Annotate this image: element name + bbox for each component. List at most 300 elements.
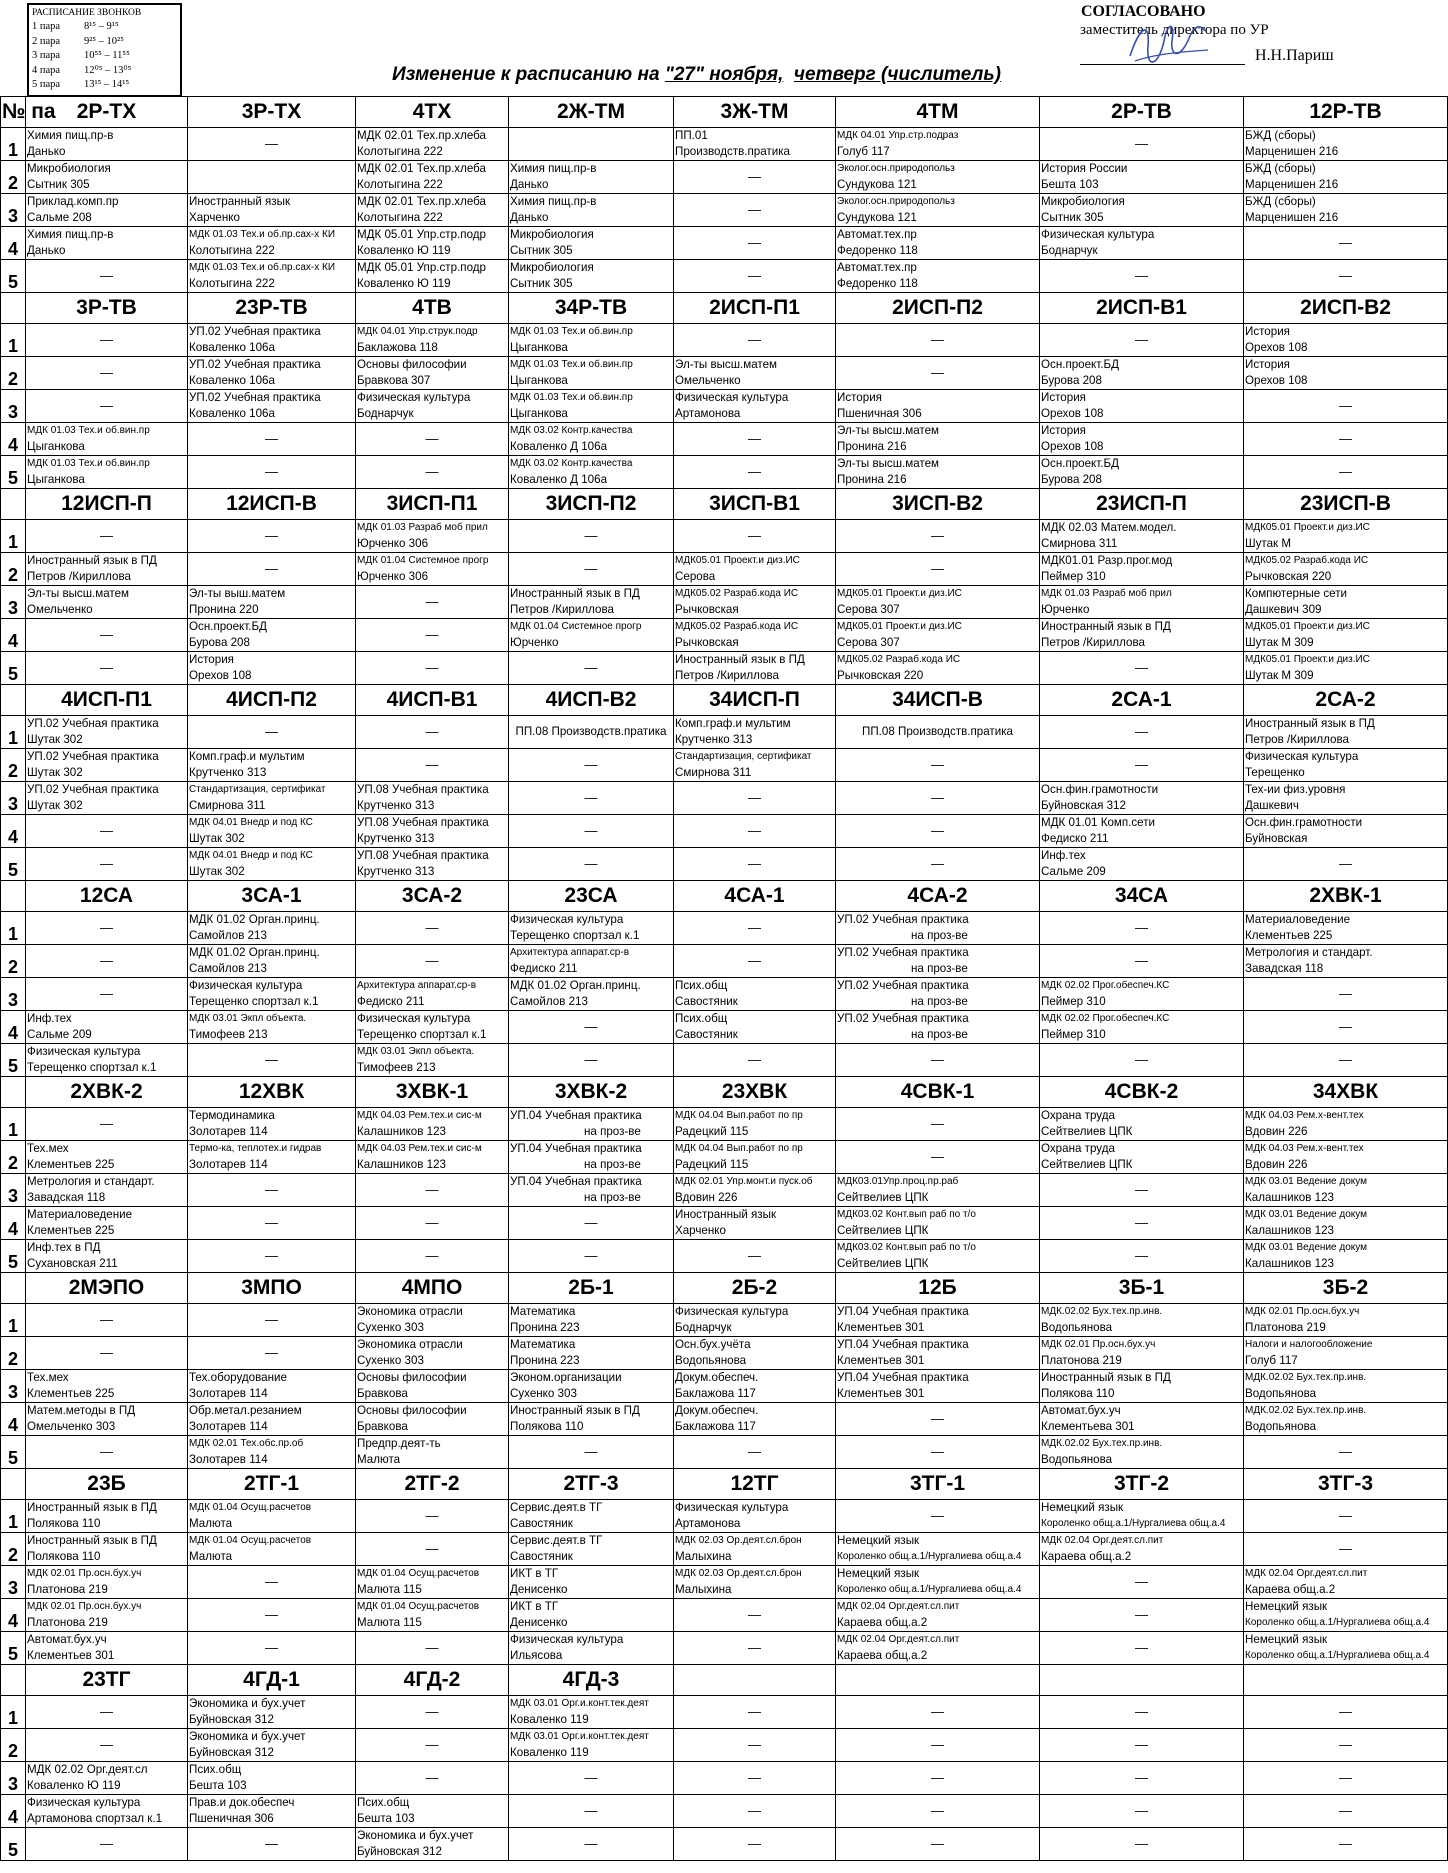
- schedule-cell: [1244, 357, 1448, 390]
- teacher-room: Буйновская 312: [1041, 799, 1126, 812]
- cell-text: —: [748, 1248, 761, 1263]
- subject-name: УП.04 Учебная практика: [837, 1371, 969, 1384]
- teacher-room: на проз-ве: [911, 1028, 968, 1041]
- teacher-room: Терещенко спортзал к.1: [189, 995, 319, 1008]
- schedule-cell: [1244, 1795, 1448, 1828]
- cell-text: —: [425, 920, 439, 935]
- schedule-cell: [674, 1011, 836, 1044]
- lesson-number-header: [1, 1273, 26, 1304]
- teacher-room: Вдовин 226: [675, 1191, 738, 1204]
- schedule-cell: [674, 1207, 836, 1240]
- group-name: 2ТГ-2: [356, 1469, 509, 1500]
- schedule-cell: [26, 194, 188, 227]
- lesson-number: 3: [1, 1370, 26, 1403]
- teacher-room: Крутченко 313: [357, 832, 435, 845]
- schedule-cell: [509, 194, 674, 227]
- subject-name: Докум.обеспеч.: [675, 1404, 759, 1417]
- schedule-cell: [26, 260, 188, 293]
- subject-name: МДК 03.01 Орг.и.конт.тек.деят: [510, 1698, 649, 1709]
- subject-name: Химия пищ.пр-в: [27, 228, 114, 241]
- teacher-room: Баклажова 118: [357, 341, 438, 354]
- schedule-cell: [1040, 324, 1244, 357]
- schedule-cell: [1040, 1240, 1244, 1273]
- schedule-cell: [509, 520, 674, 553]
- schedule-cell: [509, 1141, 674, 1174]
- cell-text: —: [748, 202, 761, 217]
- teacher-room: Коваленко Ю 119: [27, 1779, 121, 1792]
- teacher-room: Пеймер 310: [1041, 1028, 1106, 1041]
- lesson-number: 4: [1, 423, 26, 456]
- teacher-room: Золотарев 114: [189, 1158, 268, 1171]
- teacher-room: Радецкий 115: [675, 1125, 749, 1138]
- schedule-cell: [674, 1403, 836, 1436]
- lesson-number: 1: [1, 324, 26, 357]
- cell-text: —: [1339, 464, 1352, 479]
- schedule-cell: [674, 1696, 836, 1729]
- cell-text: —: [1339, 235, 1352, 250]
- teacher-room: Шутак 302: [27, 733, 83, 746]
- lesson-number: 5: [1, 260, 26, 293]
- schedule-cell: [26, 716, 188, 749]
- subject-name: МДК 01.03 Тех.и об.пр.сах-х КИ: [189, 229, 336, 240]
- schedule-cell: [509, 716, 674, 749]
- teacher-room: Петров /Кириллова: [510, 603, 614, 616]
- schedule-cell: [836, 1729, 1040, 1762]
- lesson-number: 4: [1, 1011, 26, 1044]
- teacher-room: Сытник 305: [1041, 211, 1104, 224]
- teacher-room: Сухенко 303: [357, 1321, 424, 1334]
- cell-text: —: [425, 1737, 439, 1752]
- teacher-room: Пронина 220: [189, 603, 259, 616]
- group-name: 2ХВК-1: [1244, 881, 1448, 912]
- group-name: 23ТГ: [26, 1665, 188, 1696]
- schedule-cell: [1040, 423, 1244, 456]
- cell-text: —: [748, 332, 761, 347]
- subject-name: МДК05.02 Разраб.кода ИС: [837, 654, 961, 665]
- schedule-cell: [188, 357, 356, 390]
- cell-text: —: [931, 332, 944, 347]
- schedule-cell: [356, 782, 509, 815]
- teacher-room: Шутак М 309: [1245, 636, 1314, 649]
- teacher-room: Смирнова 311: [675, 766, 752, 779]
- schedule-cell: [26, 1370, 188, 1403]
- teacher-room: Терещенко спортзал к.1: [357, 1028, 487, 1041]
- teacher-room: Сейтвелиев ЦПК: [1041, 1158, 1133, 1171]
- teacher-room: Бравкова: [357, 1387, 408, 1400]
- lesson-number: 4: [1, 1599, 26, 1632]
- lesson-row: [1, 423, 1448, 456]
- lesson-row: [1, 1207, 1448, 1240]
- schedule-cell: [1040, 227, 1244, 260]
- cell-text: —: [265, 1312, 278, 1327]
- lesson-number: 3: [1, 390, 26, 423]
- teacher-room: Короленко общ.а.1/Нургалиева общ.а.4: [837, 1584, 1022, 1595]
- schedule-cell: [509, 1240, 674, 1273]
- cell-text: —: [1339, 398, 1352, 413]
- schedule-cell: [188, 1207, 356, 1240]
- schedule-cell: [1040, 357, 1244, 390]
- teacher-room: Малюта 115: [357, 1583, 422, 1596]
- schedule-cell: [356, 586, 509, 619]
- schedule-cell: [674, 1795, 836, 1828]
- teacher-room: Терещенко: [1245, 766, 1305, 779]
- cell-text: —: [265, 724, 278, 739]
- schedule-cell: [356, 1500, 509, 1533]
- subject-name: МДК 01.03 Тех.и об.вин.пр: [510, 326, 633, 337]
- schedule-cell: [674, 652, 836, 685]
- cell-text: —: [1135, 136, 1148, 151]
- subject-name: Осн.проект.БД: [189, 620, 267, 633]
- group-name: 2ИСП-П1: [674, 293, 836, 324]
- lesson-number-header: [1, 1077, 26, 1108]
- schedule-cell: [1244, 782, 1448, 815]
- cell-text: —: [584, 790, 598, 805]
- lesson-number: 4: [1, 1403, 26, 1436]
- cell-text: —: [748, 790, 761, 805]
- cell-text: —: [748, 235, 761, 250]
- teacher-room: Караева общ.а.2: [1245, 1583, 1336, 1596]
- teacher-room: Коваленко 119: [510, 1746, 589, 1759]
- teacher-room: Караева общ.а.2: [1041, 1550, 1132, 1563]
- cell-text: —: [265, 1836, 278, 1851]
- teacher-room: Харченко: [189, 211, 240, 224]
- lesson-number: 5: [1, 1240, 26, 1273]
- subject-name: БЖД (сборы): [1245, 195, 1316, 208]
- teacher-room: Бурова 208: [189, 636, 250, 649]
- schedule-cell: [674, 848, 836, 881]
- lesson-row: [1, 194, 1448, 227]
- subject-name: МДК 02.02 Прог.обеспеч.КС: [1041, 1013, 1170, 1024]
- lesson-row: [1, 619, 1448, 652]
- schedule-cell: [674, 128, 836, 161]
- subject-name: УП.02 Учебная практика: [189, 325, 321, 338]
- schedule-cell: [188, 1533, 356, 1566]
- subject-name: МДК05.01 Проект.и диз.ИС: [1245, 522, 1370, 533]
- cell-text: —: [425, 431, 439, 446]
- subject-name: Осн.бух.учёта: [675, 1338, 751, 1351]
- cell-text: —: [584, 823, 598, 838]
- schedule-cell: [836, 194, 1040, 227]
- subject-name: МДК 01.04 Системное прогр: [510, 621, 642, 632]
- schedule-cell: [1040, 1795, 1244, 1828]
- cell-text: —: [1135, 1607, 1148, 1622]
- cell-text: —: [931, 1411, 944, 1426]
- cell-text: —: [100, 1345, 113, 1360]
- teacher-room: Клементьев 225: [27, 1158, 115, 1171]
- subject-name: МДК 02.03 Матем.модел.: [1041, 521, 1177, 534]
- cell-text: —: [100, 856, 113, 871]
- subject-name: Микробиология: [27, 162, 111, 175]
- approval-name: Н.Н.Париш: [1255, 47, 1334, 64]
- schedule-cell: [1040, 815, 1244, 848]
- cell-text: —: [584, 1052, 598, 1067]
- schedule-cell: [1244, 978, 1448, 1011]
- cell-text: —: [584, 528, 598, 543]
- teacher-room: Сундукова 121: [837, 211, 917, 224]
- teacher-room: Рычковская 220: [837, 669, 924, 682]
- schedule-cell: [1244, 1403, 1448, 1436]
- approval-title: СОГЛАСОВАНО: [1081, 3, 1206, 20]
- cell-text: —: [425, 1640, 439, 1655]
- teacher-room: Буйновская 312: [357, 1845, 442, 1858]
- subject-name: Иностранный язык в ПД: [1041, 620, 1171, 633]
- schedule-cell: [509, 978, 674, 1011]
- cell-text: —: [584, 1248, 598, 1263]
- teacher-room: Серова: [675, 570, 716, 583]
- cell-text: —: [100, 627, 113, 642]
- schedule-cell: [1244, 848, 1448, 881]
- schedule-cell: [674, 227, 836, 260]
- teacher-room: Крутченко 313: [357, 799, 435, 812]
- teacher-room: Сейтвелиев ЦПК: [837, 1191, 929, 1204]
- subject-name: Термодинамика: [189, 1109, 275, 1122]
- lesson-row: [1, 652, 1448, 685]
- schedule-cell: [1244, 1632, 1448, 1665]
- subject-name: Псих.общ: [189, 1763, 242, 1776]
- group-header-row: [1, 293, 1448, 324]
- schedule-cell: [674, 1337, 836, 1370]
- subject-name: Материаловедение: [27, 1208, 133, 1221]
- subject-name: МДК 04.03 Рем.тех.и сис-м: [357, 1110, 482, 1121]
- schedule-cell: [674, 978, 836, 1011]
- subject-name: УП.02 Учебная практика: [27, 717, 159, 730]
- subject-name: Тех.мех: [27, 1371, 69, 1384]
- schedule-cell: [1040, 848, 1244, 881]
- schedule-cell: [26, 1174, 188, 1207]
- teacher-room: Терещенко спортзал к.1: [510, 929, 640, 942]
- teacher-room: Петров /Кириллова: [1041, 636, 1145, 649]
- teacher-room: Калашников 123: [357, 1125, 446, 1138]
- teacher-room: Цыганкова: [510, 341, 568, 354]
- cell-text: —: [1339, 1019, 1352, 1034]
- cell-text: —: [265, 1215, 278, 1230]
- lesson-row: [1, 978, 1448, 1011]
- schedule-cell: [1040, 1403, 1244, 1436]
- cell-text: —: [584, 660, 598, 675]
- subject-name: Основы философии: [357, 358, 467, 371]
- schedule-cell: [1040, 716, 1244, 749]
- teacher-room: Боднарчук: [357, 407, 414, 420]
- schedule-cell: [836, 1828, 1040, 1861]
- subject-name: Иностранный язык в ПД: [675, 653, 805, 666]
- cell-text: —: [1135, 332, 1148, 347]
- schedule-cell: [356, 1729, 509, 1762]
- cell-text: —: [584, 1836, 598, 1851]
- cell-text: —: [584, 1444, 598, 1459]
- schedule-cell: [26, 652, 188, 685]
- schedule-cell: [509, 1044, 674, 1077]
- lesson-number: 3: [1, 978, 26, 1011]
- schedule-cell: [509, 652, 674, 685]
- group-name: 12Б: [836, 1273, 1040, 1304]
- schedule-cell: [356, 161, 509, 194]
- subject-name: История: [837, 391, 882, 404]
- teacher-room: Водопьянова: [1245, 1387, 1317, 1400]
- group-name: 3ТГ-1: [836, 1469, 1040, 1500]
- teacher-room: Короленко общ.а.1/Нургалиева общ.а.4: [1245, 1650, 1430, 1661]
- teacher-room: Федиско 211: [1041, 832, 1109, 845]
- schedule-cell: [674, 1632, 836, 1665]
- subject-name: УП.02 Учебная практика: [189, 358, 321, 371]
- teacher-room: Самойлов 213: [189, 929, 267, 942]
- subject-name: История: [1245, 325, 1290, 338]
- subject-name: Сервис.деят.в ТГ: [510, 1534, 603, 1547]
- subject-name: Эл-ты высш.матем: [837, 424, 940, 437]
- group-name: 12ИСП-П: [26, 489, 188, 520]
- schedule-cell: [26, 1828, 188, 1861]
- group-header-row: [1, 881, 1448, 912]
- teacher-room: Сейтвелиев ЦПК: [837, 1224, 929, 1237]
- cell-text: —: [748, 1640, 761, 1655]
- schedule-cell: [26, 1762, 188, 1795]
- teacher-room: Баклажова 117: [675, 1420, 756, 1433]
- teacher-room: Короленко общ.а.1/Нургалиева общ.а.4: [1041, 1518, 1226, 1529]
- subject-name: Физическая культура: [27, 1796, 141, 1809]
- schedule-cell: [674, 1141, 836, 1174]
- teacher-room: Омельченко 303: [27, 1420, 116, 1433]
- schedule-cell: [836, 1337, 1040, 1370]
- subject-name: Архитектура аппарат.ср-в: [510, 947, 630, 958]
- schedule-cell: [188, 1566, 356, 1599]
- schedule-cell: [188, 1108, 356, 1141]
- subject-name: Физическая культура: [675, 1305, 789, 1318]
- schedule-cell: [1244, 1436, 1448, 1469]
- subject-name: МДК 02.02 Прог.обеспеч.КС: [1041, 980, 1170, 991]
- cell-text: —: [265, 1052, 278, 1067]
- teacher-room: Артамонова спортзал к.1: [27, 1812, 163, 1825]
- cell-text: —: [425, 660, 439, 675]
- lesson-row: [1, 1108, 1448, 1141]
- schedule-cell: [188, 945, 356, 978]
- schedule-cell: [188, 652, 356, 685]
- schedule-cell: [188, 1828, 356, 1861]
- cell-text: —: [931, 1444, 944, 1459]
- lesson-number: 3: [1, 1174, 26, 1207]
- lesson-number: 4: [1, 619, 26, 652]
- schedule-cell: [674, 1370, 836, 1403]
- schedule-cell: [836, 423, 1040, 456]
- subject-name: Осн.фин.грамотности: [1245, 816, 1363, 829]
- subject-name: Экономика и бух.учет: [189, 1697, 306, 1710]
- group-name: 3ИСП-П1: [356, 489, 509, 520]
- teacher-room: Рычковская: [675, 603, 739, 616]
- subject-name: УП.04 Учебная практика: [510, 1109, 642, 1122]
- schedule-cell: [674, 260, 836, 293]
- cell-text: —: [748, 1704, 761, 1719]
- cell-text: —: [748, 1836, 761, 1851]
- teacher-room: Колотыгина 222: [357, 145, 443, 158]
- schedule-cell: [674, 619, 836, 652]
- schedule-cell: [836, 848, 1040, 881]
- schedule-cell: [26, 1696, 188, 1729]
- teacher-room: Орехов 108: [189, 669, 252, 682]
- schedule-cell: [674, 945, 836, 978]
- group-name: 34Р-ТВ: [509, 293, 674, 324]
- schedule-cell: [836, 1370, 1040, 1403]
- schedule-cell: [356, 815, 509, 848]
- teacher-room: Буйновская 312: [189, 1713, 274, 1726]
- lesson-number-header: № па: [1, 97, 26, 128]
- subject-name: МДК 01.03 Тех.и об.вин.пр: [510, 359, 633, 370]
- schedule-cell: [356, 1141, 509, 1174]
- subject-name: МДК 04.03 Рем.х-вент.тех: [1245, 1143, 1364, 1154]
- schedule-cell: [1244, 456, 1448, 489]
- subject-name: МДК 03.01 Ведение докум: [1245, 1176, 1368, 1187]
- schedule-cell: [1244, 1762, 1448, 1795]
- schedule-cell: [1040, 912, 1244, 945]
- teacher-room: Сальме 209: [27, 1028, 92, 1041]
- subject-name: Немецкий язык: [1245, 1600, 1328, 1613]
- group-name: 4ТХ: [356, 97, 509, 128]
- cell-text: —: [931, 1052, 944, 1067]
- teacher-room: Данько: [510, 178, 549, 191]
- teacher-room: Сухановская 211: [27, 1257, 118, 1270]
- schedule-cell: [674, 423, 836, 456]
- schedule-cell: [1244, 324, 1448, 357]
- cell-text: —: [1135, 1770, 1148, 1785]
- teacher-room: Бравкова 307: [357, 374, 431, 387]
- subject-name: Немецкий язык: [1245, 1633, 1328, 1646]
- schedule-cell: [836, 912, 1040, 945]
- group-name: 3СА-2: [356, 881, 509, 912]
- schedule-cell: [1040, 161, 1244, 194]
- subject-name: Иностранный язык в ПД: [27, 554, 157, 567]
- teacher-room: Юрченко: [1041, 603, 1090, 616]
- subject-name: Химия пищ.пр-в: [27, 129, 114, 142]
- schedule-cell: [836, 586, 1040, 619]
- group-name: 4ГД-1: [188, 1665, 356, 1696]
- schedule-cell: [188, 848, 356, 881]
- teacher-room: Бурова 208: [1041, 374, 1102, 387]
- cell-text: —: [1135, 1640, 1148, 1655]
- subject-name: МДК03.02 Конт.вып раб по т/о: [837, 1209, 976, 1220]
- subject-name: Основы философии: [357, 1371, 467, 1384]
- cell-text: —: [1339, 431, 1352, 446]
- schedule-cell: [1244, 128, 1448, 161]
- subject-name: Архитектура аппарат.ср-в: [357, 980, 477, 991]
- bell-row: 5 пара 13¹⁵ – 14¹⁵: [32, 79, 130, 91]
- teacher-room: Савостяник: [510, 1517, 573, 1530]
- group-name: 23Б: [26, 1469, 188, 1500]
- schedule-cell: [674, 1044, 836, 1077]
- schedule-cell: [188, 619, 356, 652]
- teacher-room: Калашников 123: [357, 1158, 446, 1171]
- schedule-cell: [26, 1011, 188, 1044]
- schedule-cell: [1244, 1370, 1448, 1403]
- teacher-room: Буйновская: [1245, 832, 1308, 845]
- schedule-cell: [356, 912, 509, 945]
- subject-name: Метрология и стандарт.: [27, 1175, 155, 1188]
- teacher-room: Короленко общ.а.1/Нургалиева общ.а.4: [1245, 1617, 1430, 1628]
- teacher-room: Золотарев 114: [189, 1387, 268, 1400]
- group-name: 2ИСП-В2: [1244, 293, 1448, 324]
- group-name: 2ИСП-В1: [1040, 293, 1244, 324]
- lesson-number: 5: [1, 848, 26, 881]
- teacher-room: Коваленко 106а: [189, 341, 275, 354]
- subject-name: МДК05.02 Разраб.кода ИС: [675, 621, 799, 632]
- schedule-cell: [188, 227, 356, 260]
- subject-name: МДК 02.01 Пр.осн.бух.уч: [1041, 1339, 1156, 1350]
- group-header-row: [1, 685, 1448, 716]
- schedule-cell: [26, 1108, 188, 1141]
- schedule-cell: [836, 1599, 1040, 1632]
- teacher-room: Марценишен 216: [1245, 145, 1339, 158]
- schedule-cell: [1244, 553, 1448, 586]
- cell-text: —: [100, 920, 113, 935]
- subject-name: МДК 03.01 Орг.и.конт.тек.деят: [510, 1731, 649, 1742]
- schedule-cell: [836, 227, 1040, 260]
- lesson-row: [1, 520, 1448, 553]
